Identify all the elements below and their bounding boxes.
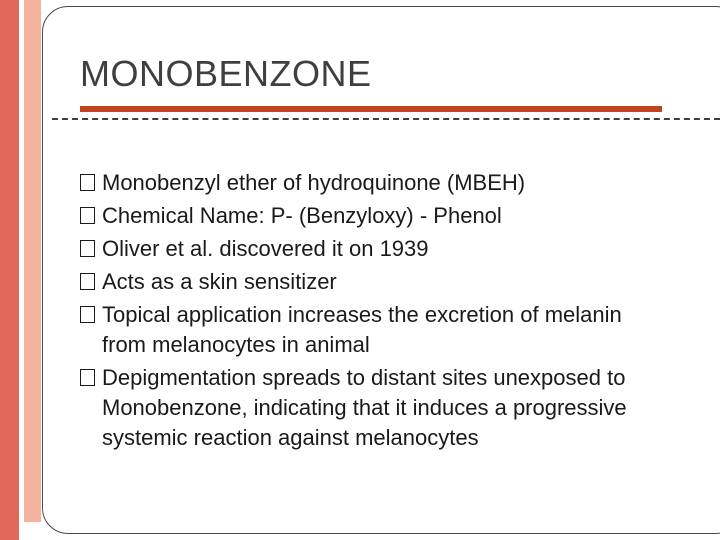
bullet-item bbox=[80, 363, 670, 453]
bullet-box-icon bbox=[80, 174, 95, 191]
bullet-item bbox=[80, 267, 670, 297]
left-accent-band-dark bbox=[0, 0, 19, 540]
bullet-text: Monobenzyl ether of hydroquinone (MBEH) bbox=[102, 170, 526, 195]
bullet-text: Topical application increases the excretion of melanin from melanocytes in animal bbox=[102, 302, 622, 357]
bullet-text: Depigmentation spreads to distant sites unexposed to Monobenzone, indicating that it induces a progressive systemic reaction against melanocytes bbox=[102, 365, 627, 450]
slide-title: MONOBENZONE bbox=[80, 53, 372, 94]
bullet-item bbox=[80, 300, 670, 360]
bullet-text: Oliver et al. discovered it on 1939 bbox=[102, 236, 429, 261]
bullet-item bbox=[80, 168, 670, 198]
bullet-box-icon bbox=[80, 240, 95, 257]
bullet-box-icon bbox=[80, 369, 95, 386]
left-accent-band-light bbox=[24, 0, 41, 522]
bullet-box-icon bbox=[80, 273, 95, 290]
bullet-box-icon bbox=[80, 306, 95, 323]
title-underline-bar bbox=[80, 106, 662, 112]
bullet-list bbox=[80, 168, 670, 456]
bullet-box-icon bbox=[80, 207, 95, 224]
bullet-text: Chemical Name: P- (Benzyloxy) - Phenol bbox=[102, 203, 502, 228]
bullet-item bbox=[80, 201, 670, 231]
bullet-text: Acts as a skin sensitizer bbox=[102, 269, 337, 294]
title-dashed-divider bbox=[52, 118, 720, 120]
bullet-item bbox=[80, 234, 670, 264]
